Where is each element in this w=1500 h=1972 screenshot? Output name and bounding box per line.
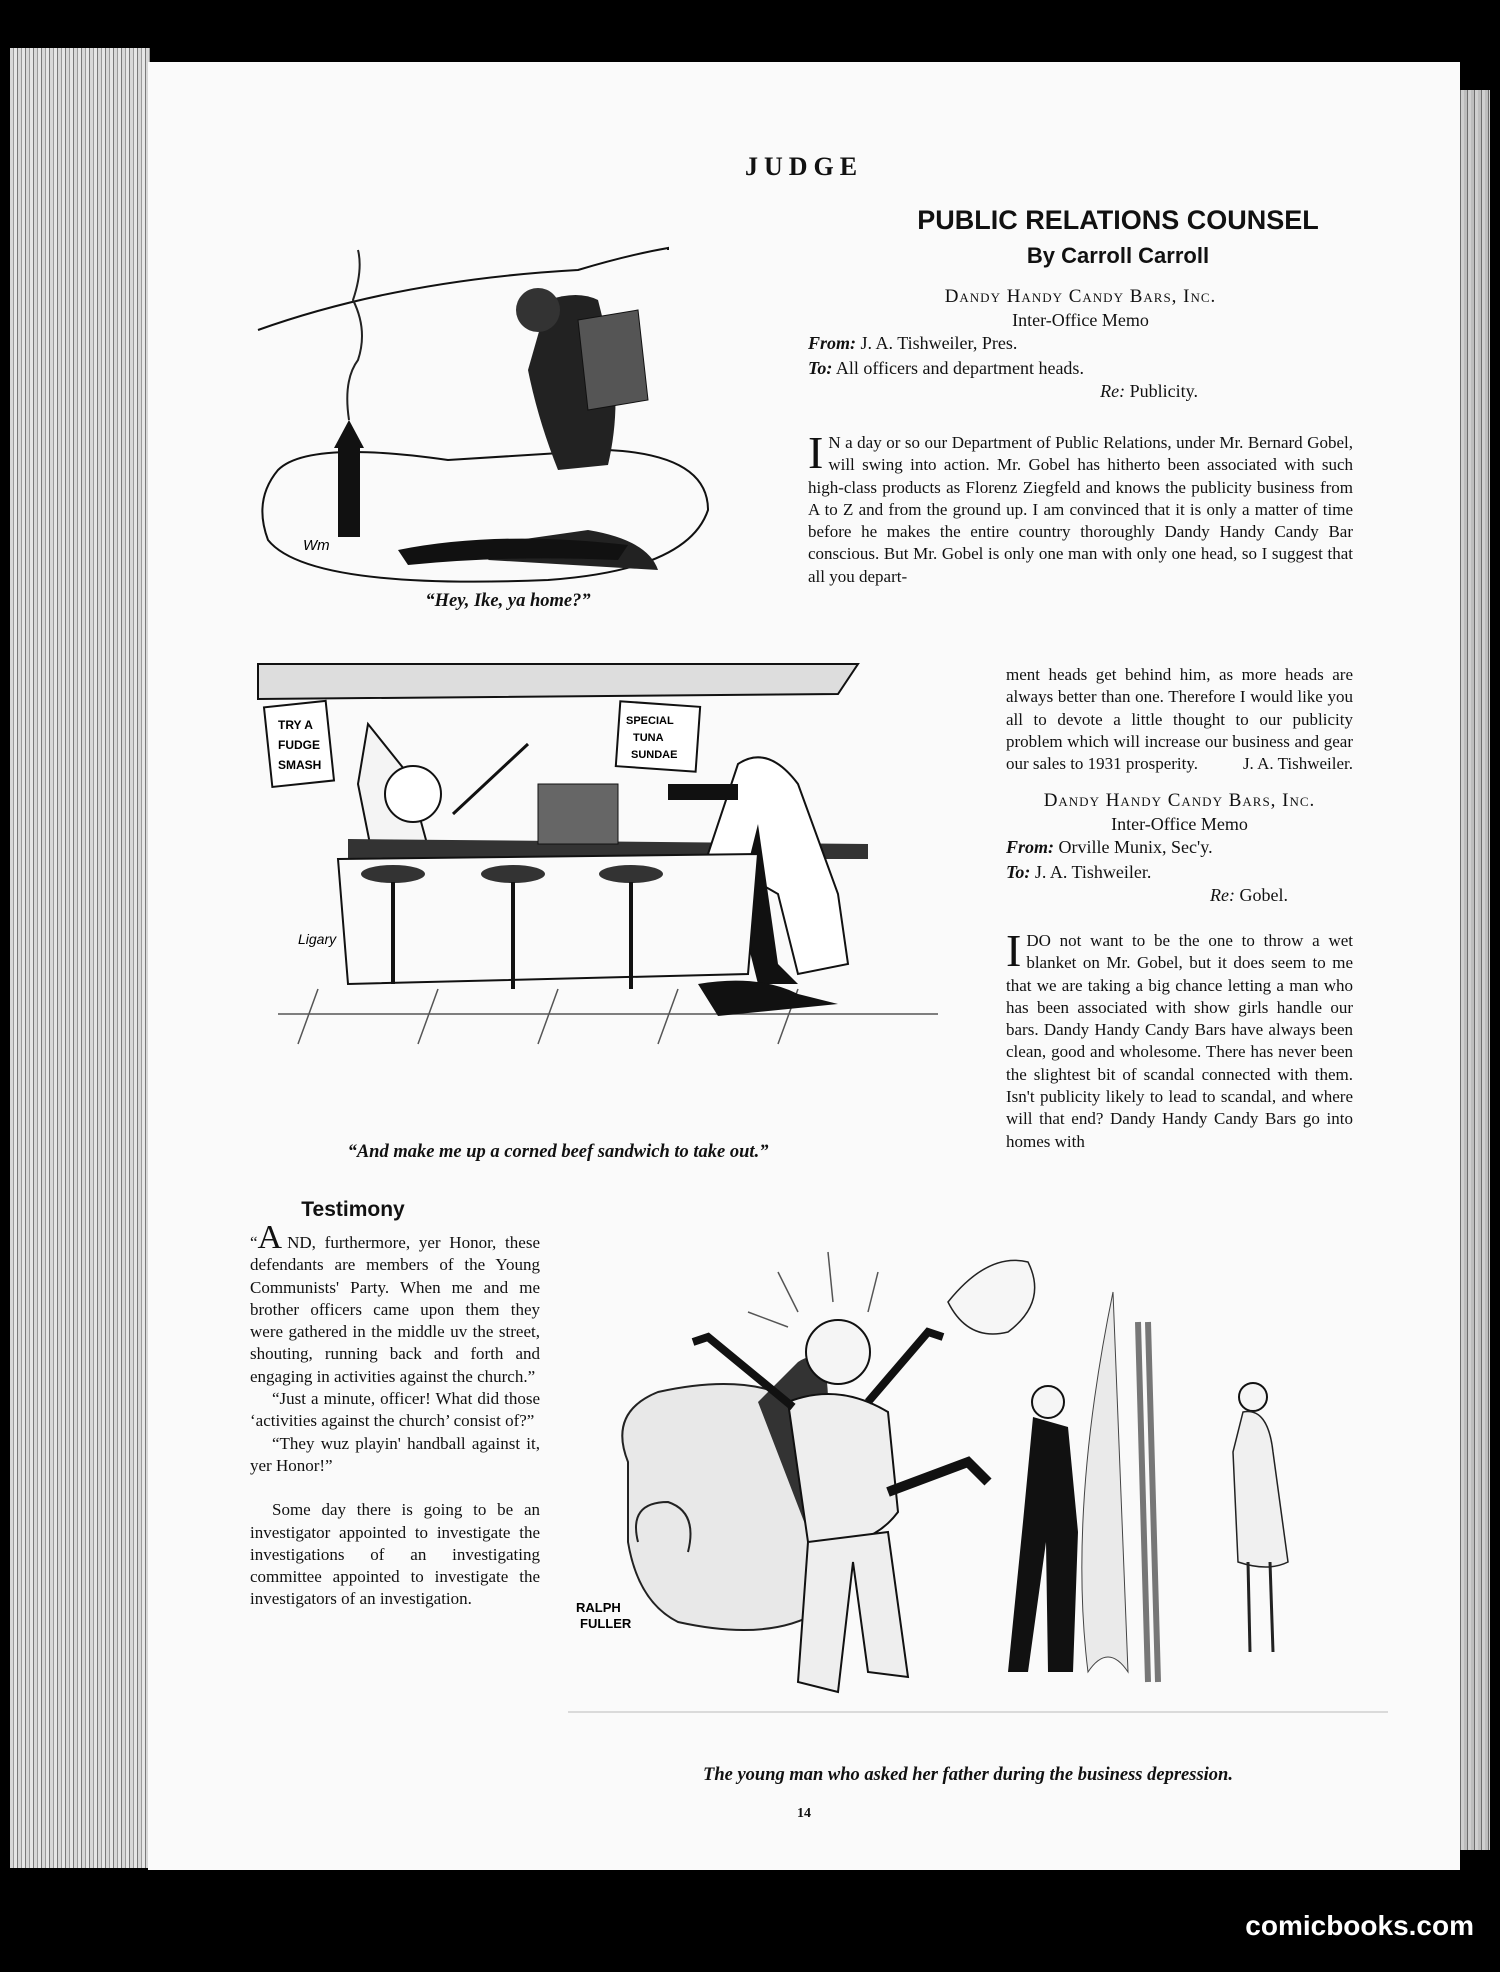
sign1-line2: FUDGE [278,738,320,752]
cartoon-soda-fountain [238,644,938,1164]
testimony-body [250,1219,540,1611]
sign2-line2: TUNA [633,732,664,744]
memo2-re: Gobel. [1239,885,1288,905]
memo1-body-narrow [1006,664,1353,775]
memo2-to-label: To: [1006,862,1031,882]
sign1-line1: TRY A [278,718,313,732]
memo1-re-label: Re: [1100,381,1126,401]
cartoon2-signature: Ligary [298,931,337,947]
masthead: JUDGE [744,152,864,181]
memo2-from: Orville Munix, Sec'y. [1058,837,1213,857]
testimony-para1: “A ND, furthermore, yer Honor, these defendants are members of the Young Communists' Party. When me and me brother officers came upon them they were gathered in the middle uv the street, shouting, running back and forth and engaging in activities against the church.” [250,1219,540,1386]
testimony-para4: Some day there is going to be an investigator appointed to investigate the investigations of an investigating committee appointed to investigate the investigators of an investigation. [250,1500,540,1609]
page-number: 14 [797,1806,811,1821]
cartoon2-caption: “And make me up a corned beef sandwich to take out.” [347,1142,769,1162]
cartoon3-signature-line1: RALPH [576,1600,621,1615]
sign1-line3: SMASH [278,758,322,772]
cartoon3-signature-line2: FULLER [580,1616,632,1631]
memo1-body-wide [808,427,1353,588]
memo1-to-line [808,356,1353,381]
article-byline: By Carroll Carroll [1026,243,1210,268]
memo1-from: J. A. Tishweiler, Pres. [860,333,1018,353]
article-title: PUBLIC RELATIONS COUNSEL [917,205,1319,235]
cartoon1-signature: Wm [303,537,330,554]
testimony-para1-text: ND, furthermore, yer Honor, these defendants are members of the Young Communists' Party. When me and me brother officers came upon them they were gathered in the middle uv the street, shouting, running back and forth and engaging in activities against the church.” [250,1233,540,1386]
testimony-para3: “They wuz playin' handball against it, yer Honor!” [250,1433,540,1475]
magazine-page [148,62,1460,1870]
memo2-header [1006,790,1353,906]
cartoon3-caption: The young man who asked her father during the business depression. [703,1765,1233,1785]
cartoon-business-depression [568,1212,1388,1732]
testimony-para2: “Just a minute, officer! What did those ‘activities against the church’ consist of?” [250,1389,540,1431]
memo1-body-start: N a day or so our Department of Public Relations, under Mr. Bernard Gobel, will swing into action. Mr. Gobel has hitherto been associated with such high-class products as Florenz Ziegfeld and knows the publicity business from A to Z and from the ground up. I am convinced that it is only a matter of time before he makes the entire country thoroughly Dandy Handy Candy Bar conscious. But Mr. Gobel is only one man with only one head, so I suggest that all you depart- [808,433,1353,586]
memo2-to: J. A. Tishweiler. [1034,862,1152,882]
memo1-signature: J. A. Tishweiler. [1242,754,1353,774]
watermark: comicbooks.com [1245,1910,1474,1941]
sign2-line3: SUNDAE [631,749,678,761]
memo2-type: Inter-Office Memo [1111,814,1248,834]
memo2-to-line [1006,860,1353,885]
memo2-drop-cap: I [1006,925,1022,976]
memo2-re-label: Re: [1210,885,1235,905]
memo2-from-label: From: [1006,837,1055,857]
memo2-from-line [1006,835,1353,860]
memo1-re: Publicity. [1129,381,1198,401]
memo1-type: Inter-Office Memo [1012,310,1149,330]
memo1-header [808,286,1353,402]
memo1-re-line [808,381,1353,402]
memo2-body [1006,925,1353,1153]
memo2-re-line [1006,885,1353,906]
memo1-from-line [808,331,1353,356]
memo1-drop-cap: I [808,427,824,478]
cartoon1-caption: “Hey, Ike, ya home?” [425,591,591,611]
cartoon-firecracker [248,210,768,630]
memo1-from-label: From: [808,333,857,353]
memo1-body-end: ment heads get behind him, as more heads are always better than one. Therefore I would like you all to devote a little thought to our publicity problem which will increase our business and gear our sales to 1931 prosperity. [1006,665,1353,774]
memo1-company: Dandy Handy Candy Bars, Inc. [944,286,1217,307]
memo1-to-label: To: [808,358,833,378]
testimony-drop-cap: A [257,1219,283,1256]
book-page-edges [10,48,150,1868]
sign2-line1: SPECIAL [626,715,674,727]
memo2-body-text: DO not want to be the one to throw a wet blanket on Mr. Gobel, but it does seem to me that we are taking a big chance letting a man who has been associated with show girls handle our bars. Dandy Handy Candy Bars have always been clean, good and wholesome. There has never been the slightest bit of scandal connected with them. Isn't publicity likely to lead to scandal, and where will that end? Dandy Handy Candy Bars go into homes with [1006,931,1353,1151]
testimony-title: Testimony [301,1198,405,1221]
memo1-to: All officers and department heads. [835,358,1084,378]
memo2-company: Dandy Handy Candy Bars, Inc. [1043,790,1316,811]
